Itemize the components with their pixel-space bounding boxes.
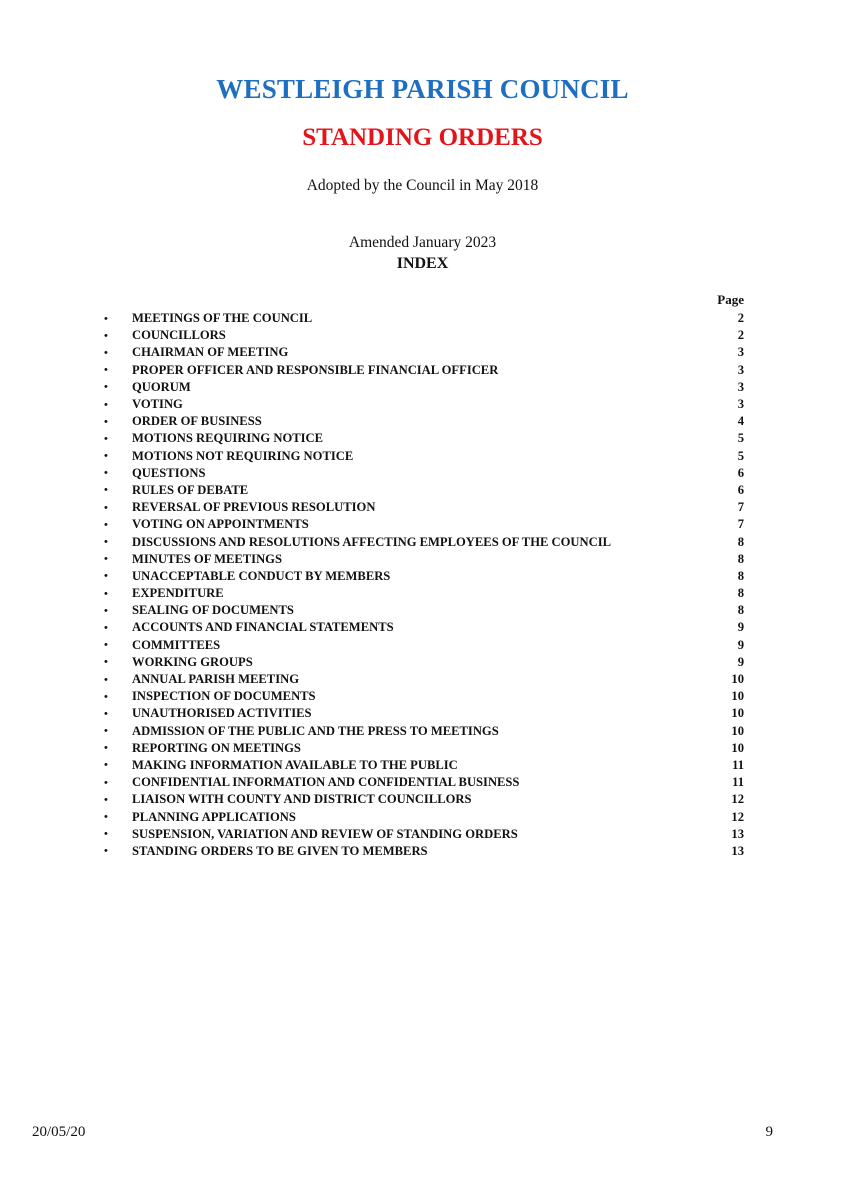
toc-entry-page: 6 [737,465,744,480]
toc-entry-page: 4 [737,414,744,429]
amended-note: Amended January 2023 [348,234,497,251]
bullet-icon: • [104,536,108,549]
council-title: WESTLEIGH PARISH COUNCIL [216,74,629,104]
toc-entry [100,808,744,825]
bullet-icon: • [104,570,108,583]
toc-entry-page: 8 [737,603,744,618]
toc-entry-title: DISCUSSIONS AND RESOLUTIONS AFFECTING EMPLOYEES OF THE COUNCIL [132,534,612,549]
toc-entry-page: 10 [731,689,744,704]
footer-date: 20/05/20 [32,1124,86,1140]
toc-entry-page: 5 [737,431,744,446]
toc-entry-title: RULES OF DEBATE [132,482,249,497]
index-heading: INDEX [396,255,449,272]
toc-entry [100,688,744,705]
adopted-note: Adopted by the Council in May 2018 [306,177,539,194]
toc-entry-page: 13 [731,843,744,858]
bullet-icon: • [104,725,108,738]
toc-entry [100,705,744,722]
toc-entry-title: COMMITTEES [132,637,221,652]
toc-entry [100,516,744,533]
toc-entry-title: INSPECTION OF DOCUMENTS [132,689,316,704]
toc-entry [100,362,744,379]
toc-entry-title: UNAUTHORISED ACTIVITIES [132,706,312,721]
toc-entry [100,310,744,327]
toc-entry [100,671,744,688]
toc-entry-page: 2 [737,311,744,326]
toc-entry [100,585,744,602]
toc-entry-title: CHAIRMAN OF MEETING [132,345,289,360]
bullet-icon: • [104,518,108,531]
toc-entry-title: QUORUM [132,379,191,394]
bullet-icon: • [104,467,108,480]
toc-entry-title: REVERSAL OF PREVIOUS RESOLUTION [132,500,376,515]
bullet-icon: • [104,742,108,755]
toc-entry-page: 8 [737,568,744,583]
toc-entry-page: 11 [732,757,744,772]
toc-entry [100,740,744,757]
toc-entry [100,482,744,499]
toc-entry-title: MOTIONS NOT REQUIRING NOTICE [132,448,354,463]
toc-entry-title: PLANNING APPLICATIONS [132,809,296,824]
toc-entry [100,774,744,791]
bullet-icon: • [104,553,108,566]
toc-entry-title: SEALING OF DOCUMENTS [132,603,294,618]
toc-entry [100,619,744,636]
toc-entry-title: MINUTES OF MEETINGS [132,551,282,566]
toc-entry-title: VOTING ON APPOINTMENTS [132,517,309,532]
table-of-contents [100,310,744,860]
bullet-icon: • [104,656,108,669]
toc-entry-page: 10 [731,740,744,755]
toc-entry-page: 9 [737,620,744,635]
toc-entry-page: 11 [732,775,744,790]
toc-entry-title: COUNCILLORS [132,328,226,343]
toc-entry-page: 3 [737,397,744,412]
toc-entry-page: 8 [737,586,744,601]
toc-entry-page: 12 [731,809,744,824]
footer-page-number: 9 [765,1124,773,1140]
toc-entry-page: 5 [737,448,744,463]
toc-entry-title: ADMISSION OF THE PUBLIC AND THE PRESS TO MEETINGS [132,723,499,738]
bullet-icon: • [104,312,108,325]
toc-entry-page: 3 [737,345,744,360]
toc-entry [100,379,744,396]
bullet-icon: • [104,484,108,497]
toc-entry-title: UNACCEPTABLE CONDUCT BY MEMBERS [132,568,391,583]
toc-entry-title: MOTIONS REQUIRING NOTICE [132,431,324,446]
toc-entry-page: 3 [737,379,744,394]
toc-entry-page: 10 [731,672,744,687]
toc-entry-title: QUESTIONS [132,465,206,480]
toc-entry [100,327,744,344]
bullet-icon: • [104,759,108,772]
toc-entry-title: MEETINGS OF THE COUNCIL [132,311,313,326]
toc-entry-page: 7 [737,500,744,515]
toc-entry-title: EXPENDITURE [132,586,224,601]
toc-entry-page: 10 [731,723,744,738]
toc-entry-title: MAKING INFORMATION AVAILABLE TO THE PUBLIC [132,757,458,772]
toc-entry-page: 8 [737,534,744,549]
toc-entry [100,465,744,482]
bullet-icon: • [104,415,108,428]
toc-entry-page: 12 [731,792,744,807]
page-column-heading: Page [717,292,744,307]
toc-entry-page: 8 [737,551,744,566]
toc-entry [100,826,744,843]
bullet-icon: • [104,776,108,789]
toc-entry [100,654,744,671]
toc-entry [100,413,744,430]
bullet-icon: • [104,398,108,411]
toc-entry-title: ACCOUNTS AND FINANCIAL STATEMENTS [132,620,394,635]
bullet-icon: • [104,450,108,463]
toc-entry-title: ANNUAL PARISH MEETING [132,672,300,687]
toc-entry [100,791,744,808]
toc-entry-title: VOTING [132,397,183,412]
bullet-icon: • [104,329,108,342]
bullet-icon: • [104,793,108,806]
toc-entry [100,568,744,585]
toc-entry [100,551,744,568]
toc-entry-page: 6 [737,482,744,497]
toc-entry-title: LIAISON WITH COUNTY AND DISTRICT COUNCILLORS [132,792,472,807]
toc-entry-title: WORKING GROUPS [132,654,253,669]
toc-entry [100,723,744,740]
toc-entry-page: 13 [731,826,744,841]
bullet-icon: • [104,673,108,686]
toc-entry [100,448,744,465]
toc-entry [100,637,744,654]
toc-entry [100,533,744,550]
bullet-icon: • [104,587,108,600]
toc-entry-title: CONFIDENTIAL INFORMATION AND CONFIDENTIAL BUSINESS [132,775,520,790]
bullet-icon: • [104,690,108,703]
toc-entry-title: STANDING ORDERS TO BE GIVEN TO MEMBERS [132,843,428,858]
toc-entry [100,843,744,860]
toc-entry-page: 3 [737,362,744,377]
toc-entry [100,344,744,361]
toc-entry [100,430,744,447]
bullet-icon: • [104,604,108,617]
bullet-icon: • [104,707,108,720]
bullet-icon: • [104,381,108,394]
bullet-icon: • [104,621,108,634]
toc-entry-title: SUSPENSION, VARIATION AND REVIEW OF STANDING ORDERS [132,826,518,841]
toc-entry-page: 9 [737,654,744,669]
bullet-icon: • [104,845,108,858]
toc-entry-page: 10 [731,706,744,721]
bullet-icon: • [104,828,108,841]
bullet-icon: • [104,432,108,445]
toc-entry-title: REPORTING ON MEETINGS [132,740,301,755]
toc-entry [100,757,744,774]
toc-entry-page: 7 [737,517,744,532]
document-title: STANDING ORDERS [302,124,543,151]
bullet-icon: • [104,364,108,377]
toc-entry-page: 9 [737,637,744,652]
bullet-icon: • [104,501,108,514]
bullet-icon: • [104,639,108,652]
toc-entry [100,396,744,413]
toc-entry-title: PROPER OFFICER AND RESPONSIBLE FINANCIAL OFFICER [132,362,499,377]
toc-entry-title: ORDER OF BUSINESS [132,414,262,429]
bullet-icon: • [104,346,108,359]
toc-entry [100,499,744,516]
bullet-icon: • [104,811,108,824]
toc-entry-page: 2 [737,328,744,343]
toc-entry [100,602,744,619]
